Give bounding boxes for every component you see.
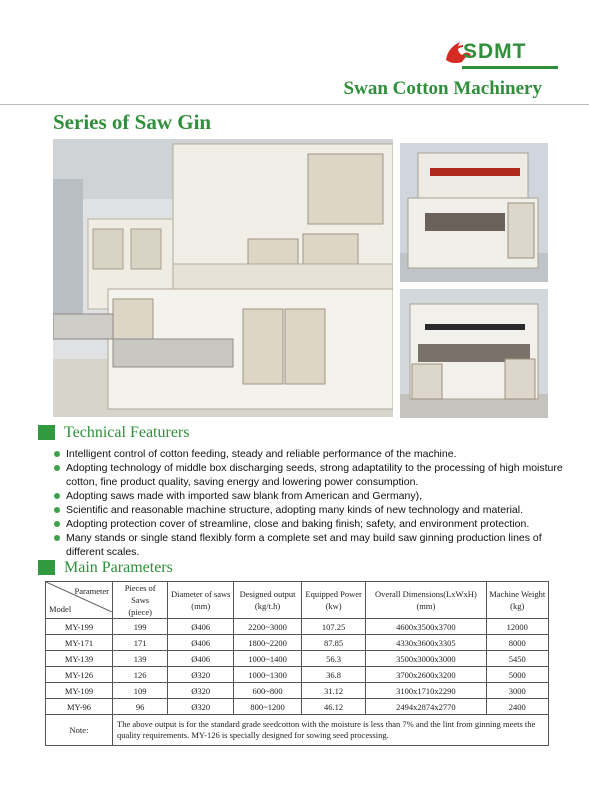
column-header: Pieces of Saws (piece) <box>113 582 168 619</box>
column-header: Diameter of saws (mm) <box>168 582 234 619</box>
saw-gin-unit-photo-bottom <box>400 289 548 418</box>
note-text: The above output is for the standard grade seedcotton with the moisture is less than 7% and the lint from ginning meets the quality requirements. MY-126 is specially designed for sowing seed processing. <box>113 715 549 746</box>
feature-list <box>52 447 567 559</box>
table-row: MY-139 139 Ø406 1000~1400 56.3 3500x3000x3000 5450 <box>46 651 549 667</box>
parameters-heading: Main Parameters <box>64 559 173 576</box>
brand-name: SDMT <box>463 40 527 63</box>
bullet-icon <box>54 451 60 457</box>
table-header-row <box>46 582 549 619</box>
bullet-icon <box>54 465 60 471</box>
table-row: MY-109 109 Ø320 600~800 31.12 3100x1710x2290 3000 <box>46 683 549 699</box>
header-divider <box>0 104 589 105</box>
table-row: MY-126 126 Ø320 1000~1300 36.8 3700x2600x3200 5000 <box>46 667 549 683</box>
corner-bottom-label: Model <box>49 604 72 614</box>
bullet-icon <box>54 535 60 541</box>
section-marker-icon <box>38 425 55 440</box>
parameters-table <box>45 581 549 746</box>
bullet-icon <box>54 521 60 527</box>
list-item: Adopting technology of middle box discharging seeds, strong adaptatility to the processing of high moisture cotton, fine product quality, saving energy and lowering power consumption. <box>52 461 567 489</box>
bullet-icon <box>54 493 60 499</box>
table-row: MY-199 199 Ø406 2200~3000 107.25 4600x3500x3700 12000 <box>46 619 549 635</box>
company-name: Swan Cotton Machinery <box>343 78 542 99</box>
main-saw-gin-line-photo <box>53 139 393 417</box>
saw-gin-unit-photo-top <box>400 143 548 282</box>
list-item: Many stands or single stand flexibly form a complete set and may build saw ginning production lines of different scales. <box>52 531 567 559</box>
table-row: MY-96 96 Ø320 800~1200 46.12 2494x2874x2770 2400 <box>46 699 549 715</box>
section-marker-icon <box>38 560 55 575</box>
column-header: Overall Dimensions(LxWxH) (mm) <box>366 582 486 619</box>
list-item: Intelligent control of cotton feeding, steady and reliable performance of the machine. <box>52 447 567 461</box>
bullet-icon <box>54 507 60 513</box>
column-header: Machine Weight (kg) <box>486 582 548 619</box>
corner-top-label: Parameter <box>74 586 109 596</box>
column-header: Designed output (kg/t.h) <box>234 582 302 619</box>
corner-header <box>46 582 113 619</box>
list-item: Adopting saws made with imported saw blank from American and Germany), <box>52 489 567 503</box>
page-title: Series of Saw Gin <box>53 110 212 134</box>
note-row <box>46 715 549 746</box>
note-label: Note: <box>46 715 113 746</box>
table-row: MY-171 171 Ø406 1800~2200 87.85 4330x3600x3305 8000 <box>46 635 549 651</box>
list-item: Scientific and reasonable machine structure, adopting many kinds of new technology and material. <box>52 503 567 517</box>
technical-heading: Technical Featurers <box>64 424 190 441</box>
list-item: Adopting protection cover of streamline, close and baking finish; safety, and environment protection. <box>52 517 567 531</box>
column-header: Equipped Power (kw) <box>301 582 365 619</box>
